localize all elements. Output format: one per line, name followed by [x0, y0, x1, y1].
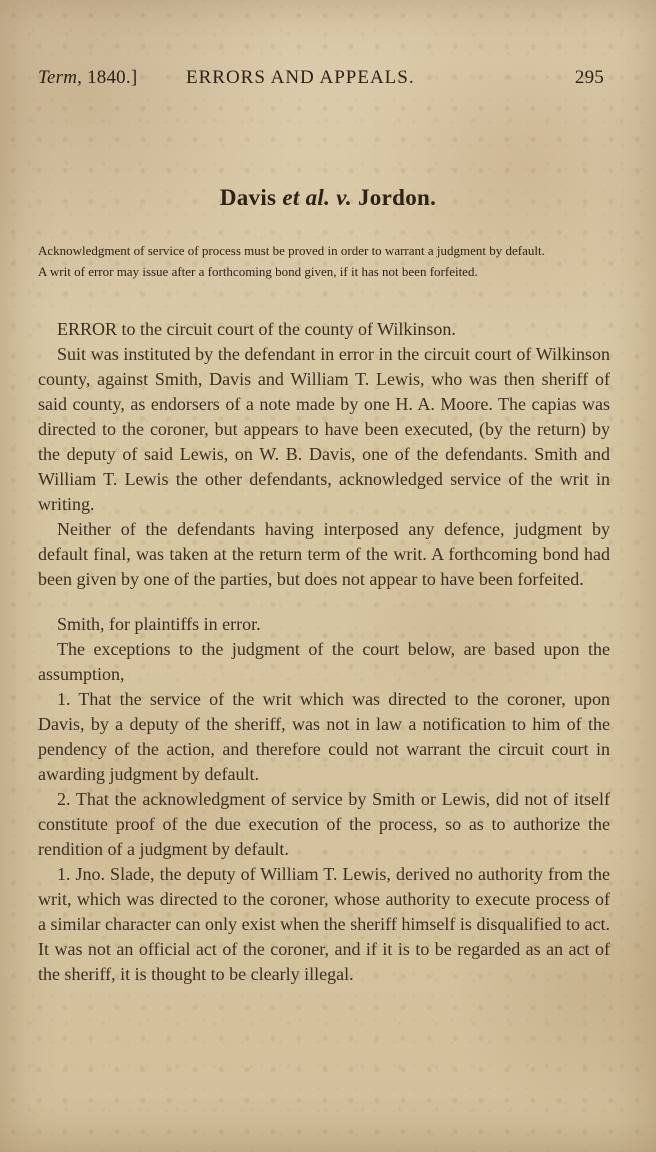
paragraph-suit: Suit was instituted by the defendant in error in the circuit court of Wilkinson county, against Smith, Davis and William T. Lewis, who was then sheriff of said county, as endorsers of a note made by one H. A. Moore. The capias was directed to the coroner, but appears to have been executed, (by the return) by the deputy of said Lewis, on W. B. Davis, one of the defendants. Smith and William T. Lewis the other defendants, acknowledged service of the writ in writing.	[38, 344, 610, 514]
paragraph-gap	[38, 592, 610, 612]
syllabus-item-2: A writ of error may issue after a forthcoming bond given, if it has not been forfeited.	[38, 264, 478, 279]
running-head	[38, 67, 604, 93]
opinion-text	[38, 317, 610, 987]
paragraph-slade: 1. Jno. Slade, the deputy of William T. Lewis, derived no authority from the writ, which was directed to the coroner, whose authority to execute process of a similar character can only exist when the sheriff himself is disqualified to act. It was not an official act of the coroner, and if it is to be regarded as an act of the sheriff, it is thought to be clearly illegal.	[38, 864, 610, 984]
paragraph-point-2: 2. That the acknowledgment of service by Smith or Lewis, did not of itself constitute proof of the due execution of the process, so as to authorize the rendition of a judgment by default.	[38, 789, 610, 859]
page-number: 295	[574, 67, 604, 88]
paragraph-default: Neither of the defendants having interposed any defence, judgment by default final, was taken at the return term of the writ. A forthcoming bond had been given by one of the parties, but does not appear to have been forfeited.	[38, 519, 610, 589]
case-versus: v.	[336, 185, 352, 210]
term-label: Term, 1840.]	[38, 67, 138, 88]
paragraph-error: ERROR to the circuit court of the county of Wilkinson.	[57, 319, 456, 339]
paragraph-point-1: 1. That the service of the writ which was directed to the coroner, upon Davis, by a deputy of the sheriff, was not in law a notification to him of the pendency of the action, and therefore could not warrant the circuit court in awarding judgment by default.	[38, 689, 610, 784]
term-year: 1840.]	[82, 67, 138, 88]
case-et-al: et al.	[282, 185, 331, 210]
syllabus-item-1: Acknowledgment of service of process must be proved in order to warrant a judgment by default.	[38, 243, 545, 258]
section-title: ERRORS AND APPEALS.	[186, 67, 415, 88]
paragraph-counsel: Smith, for plaintiffs in error.	[57, 614, 261, 634]
paragraph-exceptions: The exceptions to the judgment of the court below, are based upon the assumption,	[38, 639, 610, 684]
case-party-1: Davis	[219, 185, 277, 210]
syllabus	[38, 240, 608, 282]
case-party-2: Jordon.	[358, 185, 437, 210]
case-title	[0, 185, 656, 211]
